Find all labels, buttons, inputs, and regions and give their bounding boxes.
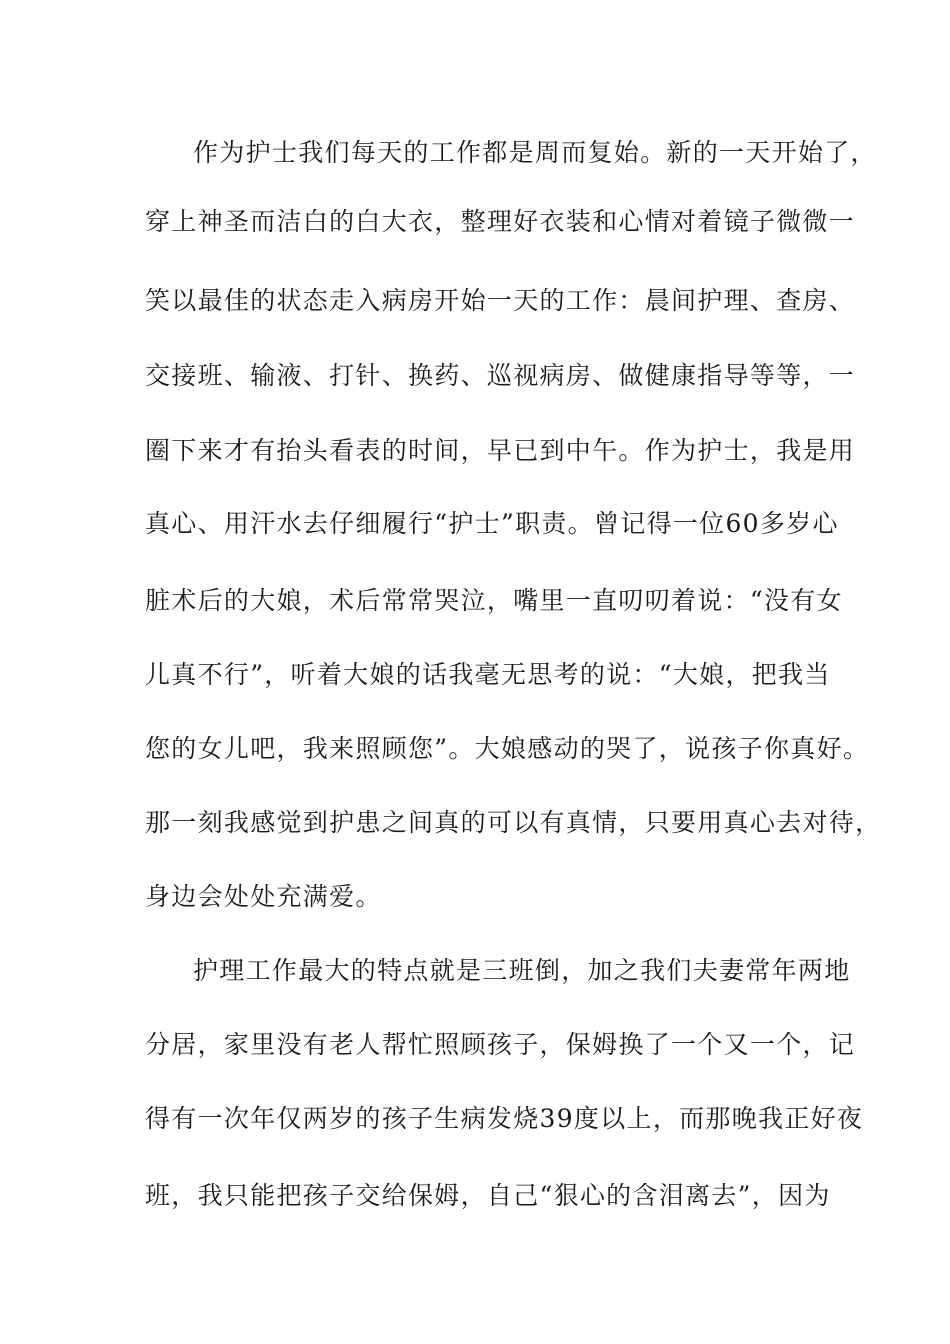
paragraph-1-line-2: 穿上神圣而洁白的白大衣，整理好衣装和心情对着镜子微微一 <box>145 207 856 236</box>
paragraph-1-line-1: 作为护士我们每天的工作都是周而复始。新的一天开始了， <box>193 138 877 167</box>
paragraph-2-line-3: 得有一次年仅两岁的孩子生病发烧39度以上，而那晚我正好夜 <box>145 1104 864 1133</box>
paragraph-1-line-4: 交接班、输液、打针、换药、巡视病房、做健康指导等等，一 <box>145 361 856 390</box>
paragraph-1-line-11: 身边会处处充满爱。 <box>145 882 382 911</box>
paragraph-2-line-4: 班，我只能把孩子交给保姆，自己“狠心的含泪离去”，因为 <box>145 1181 831 1210</box>
paragraph-2-line-2: 分居，家里没有老人帮忙照顾孩子，保姆换了一个又一个，记 <box>145 1030 856 1059</box>
paragraph-2-line-1: 护理工作最大的特点就是三班倒，加之我们夫妻常年两地 <box>193 956 851 985</box>
paragraph-1-line-9: 您的女儿吧，我来照顾您”。大娘感动的哭了，说孩子你真好。 <box>145 734 870 763</box>
paragraph-1-line-6: 真心、用汗水去仔细履行“护士”职责。曾记得一位60多岁心 <box>145 509 839 538</box>
paragraph-1-line-3: 笑以最佳的状态走入病房开始一天的工作：晨间护理、查房、 <box>145 286 856 315</box>
paragraph-1-line-10: 那一刻我感觉到护患之间真的可以有真情，只要用真心去对待， <box>145 808 882 837</box>
paragraph-1-line-5: 圈下来才有抬头看表的时间，早已到中午。作为护士，我是用 <box>145 436 856 465</box>
paragraph-1-line-7: 脏术后的大娘，术后常常哭泣，嘴里一直叨叨着说：“没有女 <box>145 586 843 615</box>
paragraph-1-line-8: 儿真不行”，听着大娘的话我毫无思考的说：“大娘，把我当 <box>145 660 831 689</box>
